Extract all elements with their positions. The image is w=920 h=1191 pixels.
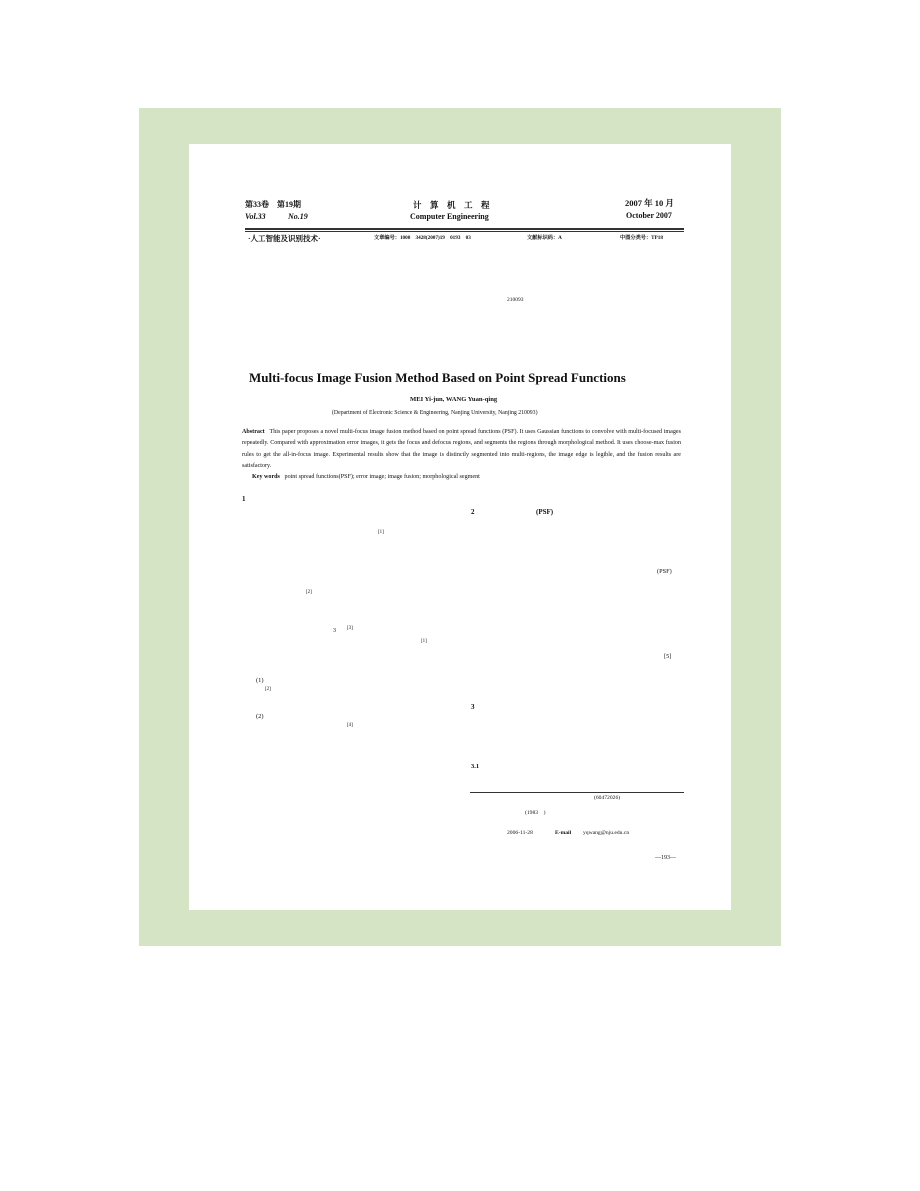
email-label: E-mail [555, 830, 572, 836]
issue-en: No.19 [288, 212, 308, 221]
received-date: 2006-11-28 [507, 830, 533, 836]
email-address: yqwang@nju.edu.cn [583, 830, 630, 836]
keywords-text: point spread functions(PSF); error image; image fusion; morphological segment [284, 474, 480, 480]
date-cn: 2007 年 10 月 [625, 198, 674, 208]
section-2-psf: (PSF) [536, 508, 554, 516]
citation-2b: [2] [265, 687, 271, 692]
abstract [242, 427, 681, 472]
volume-issue-cn: 第33卷 第19期 [245, 200, 301, 209]
section-2-number: 2 [471, 508, 475, 516]
postal-code: 210093 [507, 297, 524, 303]
list-item-2: (2) [256, 713, 264, 720]
citation-1: [1] [378, 530, 384, 535]
number-3: 3 [333, 628, 336, 634]
keywords [252, 474, 480, 480]
paper-title: Multi-focus Image Fusion Method Based on Point Spread Functions [249, 370, 626, 385]
date-en: October 2007 [626, 211, 672, 220]
header-rule-thin [245, 231, 684, 232]
citation-4: [4] [347, 723, 353, 728]
citation-5: [5] [664, 653, 672, 660]
footnote-rule [470, 792, 684, 793]
abstract-text: This paper proposes a novel multi-focus image fusion method based on point spread functions (PSF). It uses Gaussian functions to convolve with multi-focused images repeatedly. Compared with approximation error images, it gets the focus and defocus regions, and segments the regions through morphological method. It uses choose-max fusion rules to get the all-in-focus image. Experimental results show that the image is distinctly segmented into multi-regions, the image edge is legible, and the fusion results are satisfactory. [242, 429, 682, 469]
affiliation: (Department of Electronic Science & Engineering, Nanjing University, Nanjing 210093) [332, 410, 538, 416]
section-3-1-heading: 3.1 [471, 763, 480, 770]
journal-name-en: Computer Engineering [410, 212, 489, 221]
psf-abbreviation: (PSF) [657, 568, 672, 575]
section-category: ·人工智能及识别技术· [248, 234, 321, 243]
authors: MEI Yi-jun, WANG Yuan-qing [410, 396, 498, 403]
document-code: 文献标识码：A [527, 235, 562, 241]
author-birth-year: (1983 ) [525, 810, 546, 816]
grant-number: (60472026) [594, 795, 621, 801]
section-1-heading: 1 [242, 495, 246, 503]
classification-number: 中图分类号：TP18 [620, 235, 663, 241]
volume-en: Vol.33 [245, 212, 266, 221]
header-rule-thick [245, 228, 684, 230]
list-item-1: (1) [256, 677, 264, 684]
paper-page [189, 144, 731, 910]
keywords-label: Key words [252, 474, 280, 480]
citation-3: [3] [347, 626, 353, 631]
journal-name-cn: 计 算 机 工 程 [413, 200, 490, 210]
abstract-label: Abstract [242, 429, 265, 435]
page-number: —193— [655, 855, 676, 861]
citation-2: [2] [306, 590, 312, 595]
article-number: 文章编号：1000 3428(2007)19 0193 03 [374, 235, 471, 241]
section-3-heading: 3 [471, 703, 475, 711]
citation-1b: [1] [421, 639, 427, 644]
